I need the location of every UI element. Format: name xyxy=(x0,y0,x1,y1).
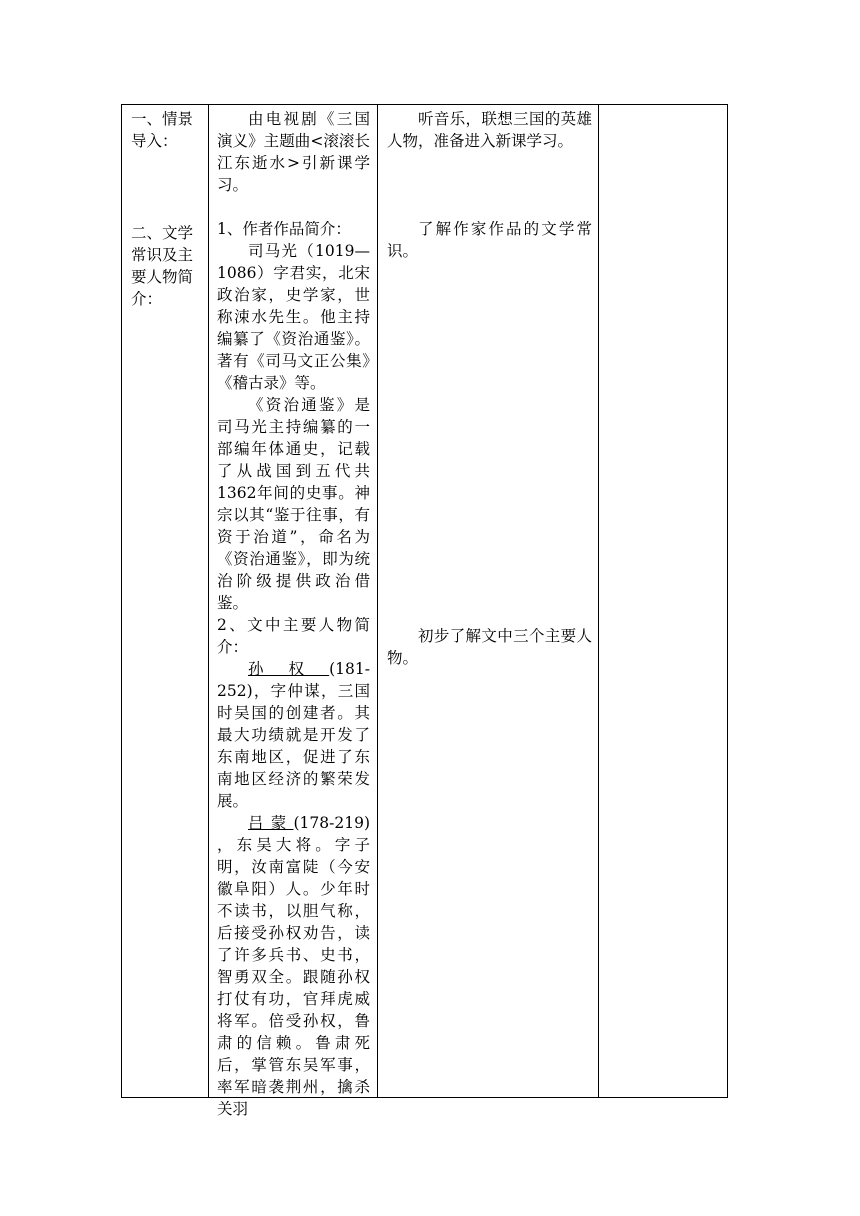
lvmeng-text: (178-219) ，东吴大将。字子明，汝南富陡（今安徽阜阳）人。少年时不读书，以胆气称，后接受孙权劝告，读了许多兵书、史书，智勇双全。跟随孙权打仗有功，官拜虎威将军。倍受孙权，鲁肃的信赖。鲁肃死后，掌管东吴军事，率军暗袭荆州，擒杀关羽 xyxy=(217,814,370,1118)
activity-column-3 xyxy=(387,625,592,669)
activity-column-2 xyxy=(387,218,592,262)
sunquan-name: 孙权 xyxy=(248,660,330,678)
character-lvmeng xyxy=(217,812,370,1120)
lesson-table xyxy=(121,104,728,1118)
section-title-intro: 一、情景导入： xyxy=(131,110,194,150)
content-column xyxy=(217,108,370,1120)
author-paragraph: 司马光（1019—1086）字君实，北宋政治家，史学家，世称涑水先生。他主持编纂了《资治通鉴》。著有《司马文正公集》《稽古录》等。 xyxy=(217,242,370,392)
character-sunquan xyxy=(217,658,370,812)
section-column xyxy=(131,108,203,310)
characters-heading: 2、文中主要人物简介： xyxy=(217,616,370,656)
section-title-literature: 二、文学常识及主要人物简介： xyxy=(131,224,194,308)
intro-paragraph: 由电视剧《三国演义》主题曲<滚滚长江东逝水>引新课学习。 xyxy=(217,110,370,194)
column-divider xyxy=(208,105,209,1097)
author-heading: 1、作者作品简介： xyxy=(217,220,351,238)
sunquan-text: (181-252)，字仲谋，三国时吴国的创建者。其最大功绩就是开发了东南地区，促进了东南地区经济的繁荣发展。 xyxy=(217,660,370,810)
column-divider xyxy=(598,105,599,1097)
activity-1: 听音乐，联想三国的英雄人物，准备进入新课学习。 xyxy=(387,110,592,150)
activity-column xyxy=(387,108,592,152)
lvmeng-name: 吕蒙 xyxy=(248,814,294,832)
column-divider xyxy=(377,105,378,1097)
book-paragraph: 《资治通鉴》是司马光主持编纂的一部编年体通史，记载了从战国到五代共1362年间的史事。神宗以其“鉴于往事，有资于治道”，命名为《资治通鉴》，即为统治阶级提供政治借鉴。 xyxy=(217,396,370,612)
activity-2: 了解作家作品的文学常识。 xyxy=(387,220,592,260)
activity-3: 初步了解文中三个主要人物。 xyxy=(387,627,592,667)
